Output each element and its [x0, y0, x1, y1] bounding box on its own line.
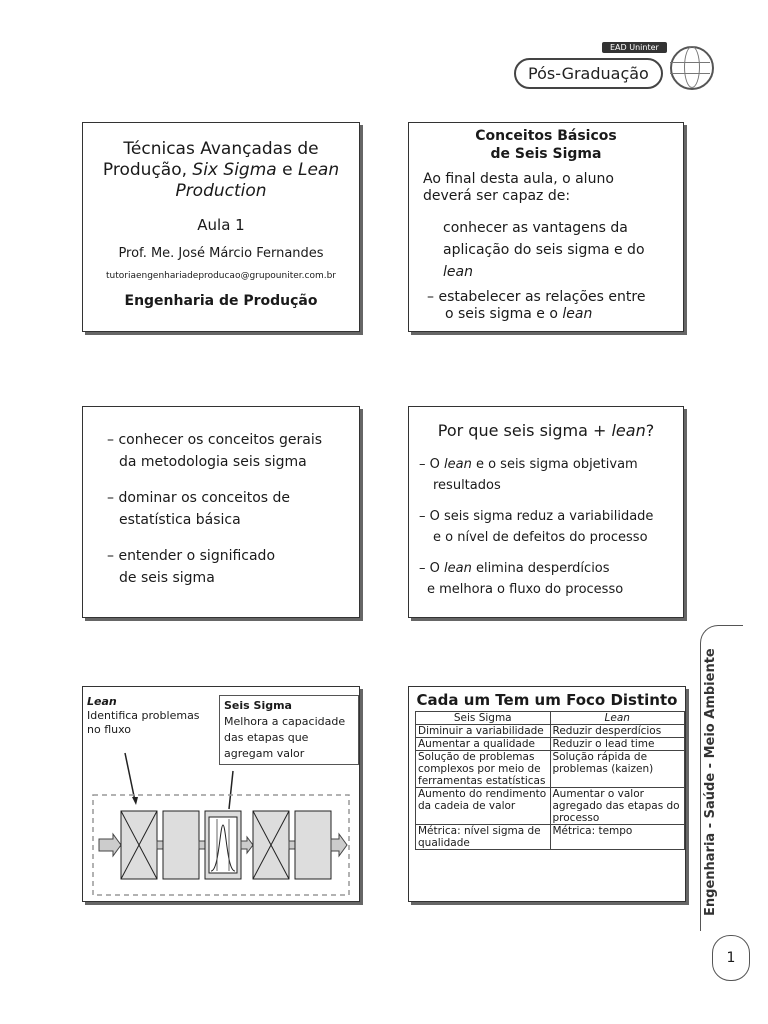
slide2-title-line1: Conceitos Básicos	[475, 128, 617, 144]
slide3-item1-line2: da metodologia seis sigma	[119, 454, 307, 470]
table-header: Seis Sigma	[416, 712, 551, 725]
slide2-item2-line2: o seis sigma e o lean	[445, 306, 593, 322]
slide2-intro-line1: Ao final desta aula, o aluno	[423, 171, 614, 187]
slide1-title-line3: Production	[175, 181, 267, 201]
table-cell: Métrica: nível sigma de qualidade	[416, 825, 551, 850]
slide1-curso: Engenharia de Produção	[124, 293, 318, 309]
process-flow-diagram	[83, 687, 359, 901]
slide6-title: Cada um Tem um Foco Distinto	[416, 691, 678, 709]
slide3-item1-line1: – conhecer os conceitos gerais	[107, 432, 323, 448]
slide4-bullet2: – O seis sigma reduz a variabilidade e o nível de defeitos do processo	[419, 509, 654, 545]
slide-1	[82, 122, 360, 332]
slide3-item3-line2: de seis sigma	[119, 570, 215, 586]
slide2-intro-line2: deverá ser capaz de:	[423, 188, 571, 204]
slide-4	[408, 406, 684, 618]
slide3-item	[107, 429, 359, 473]
table-cell: Métrica: tempo	[550, 825, 685, 850]
slide2-item1-line1: conhecer as vantagens da	[443, 220, 628, 236]
side-course-label: Engenharia - Saúde - Meio Ambiente	[703, 648, 718, 916]
seis-sigma-label-box: Seis Sigma Melhora a capacidade das etapas que agregam valor	[219, 695, 359, 765]
table-cell: Aumentar a qualidade	[416, 738, 551, 751]
slide1-title-line2: Produção, Six Sigma e Lean	[102, 160, 340, 180]
table-cell: Aumento do rendimento da cadeia de valor	[416, 788, 551, 825]
table-cell: Reduzir desperdícios	[550, 725, 685, 738]
slide1-professor: Prof. Me. José Márcio Fernandes	[118, 246, 324, 261]
slide4-bullet3: – O lean elimina desperdícios e melhora o fluxo do processo	[419, 561, 624, 597]
slide2-title-line2: de Seis Sigma	[490, 146, 602, 162]
logo-title: Pós-Graduação	[514, 58, 663, 89]
table-cell: Solução rápida de problemas (kaizen)	[550, 751, 685, 788]
globe-icon	[670, 46, 714, 90]
table-cell: Diminuir a variabilidade	[416, 725, 551, 738]
slide4-title: Por que seis sigma + lean?	[437, 421, 655, 440]
table-row	[416, 825, 685, 850]
slide1-title-line1: Técnicas Avançadas de	[123, 139, 319, 159]
slide2-item2-line1: – estabelecer as relações entre	[427, 289, 646, 305]
table-header: Lean	[550, 712, 685, 725]
slide-5	[82, 686, 360, 902]
slide1-aula: Aula 1	[197, 216, 245, 234]
table-row	[416, 725, 685, 738]
table-row	[416, 751, 685, 788]
foco-table	[415, 711, 685, 850]
table-cell: Reduzir o lead time	[550, 738, 685, 751]
table-cell: Solução de problemas complexos por meio de ferramentas estatísticas	[416, 751, 551, 788]
slide4-bullet1: – O lean e o seis sigma objetivam resultados	[419, 457, 638, 493]
slide3-item2-line1: – dominar os conceitos de	[107, 490, 291, 506]
slide3-item	[107, 545, 359, 589]
slide-2	[408, 122, 684, 332]
slide2-item1-line2: aplicação do seis sigma e do	[443, 242, 645, 258]
lean-label-box: Lean Identifica problemas no fluxo	[87, 695, 200, 736]
side-course-tab	[700, 625, 743, 931]
slide-6	[408, 686, 686, 902]
slide3-item2-line2: estatística básica	[119, 512, 241, 528]
pos-graduacao-logo	[506, 36, 716, 106]
table-row	[416, 738, 685, 751]
slide3-item	[107, 487, 359, 531]
page-number: 1	[712, 935, 750, 981]
slide1-email: tutoriaengenhariadeproducao@grupouniter.com.br	[105, 271, 336, 281]
logo-top-label: EAD Uninter	[602, 42, 667, 53]
slide3-item3-line1: – entender o significado	[107, 548, 276, 564]
table-row	[416, 788, 685, 825]
slide2-item1-line3: lean	[443, 264, 473, 280]
slide-3	[82, 406, 360, 618]
table-cell: Aumentar o valor agregado das etapas do processo	[550, 788, 685, 825]
table-header-row	[416, 712, 685, 725]
